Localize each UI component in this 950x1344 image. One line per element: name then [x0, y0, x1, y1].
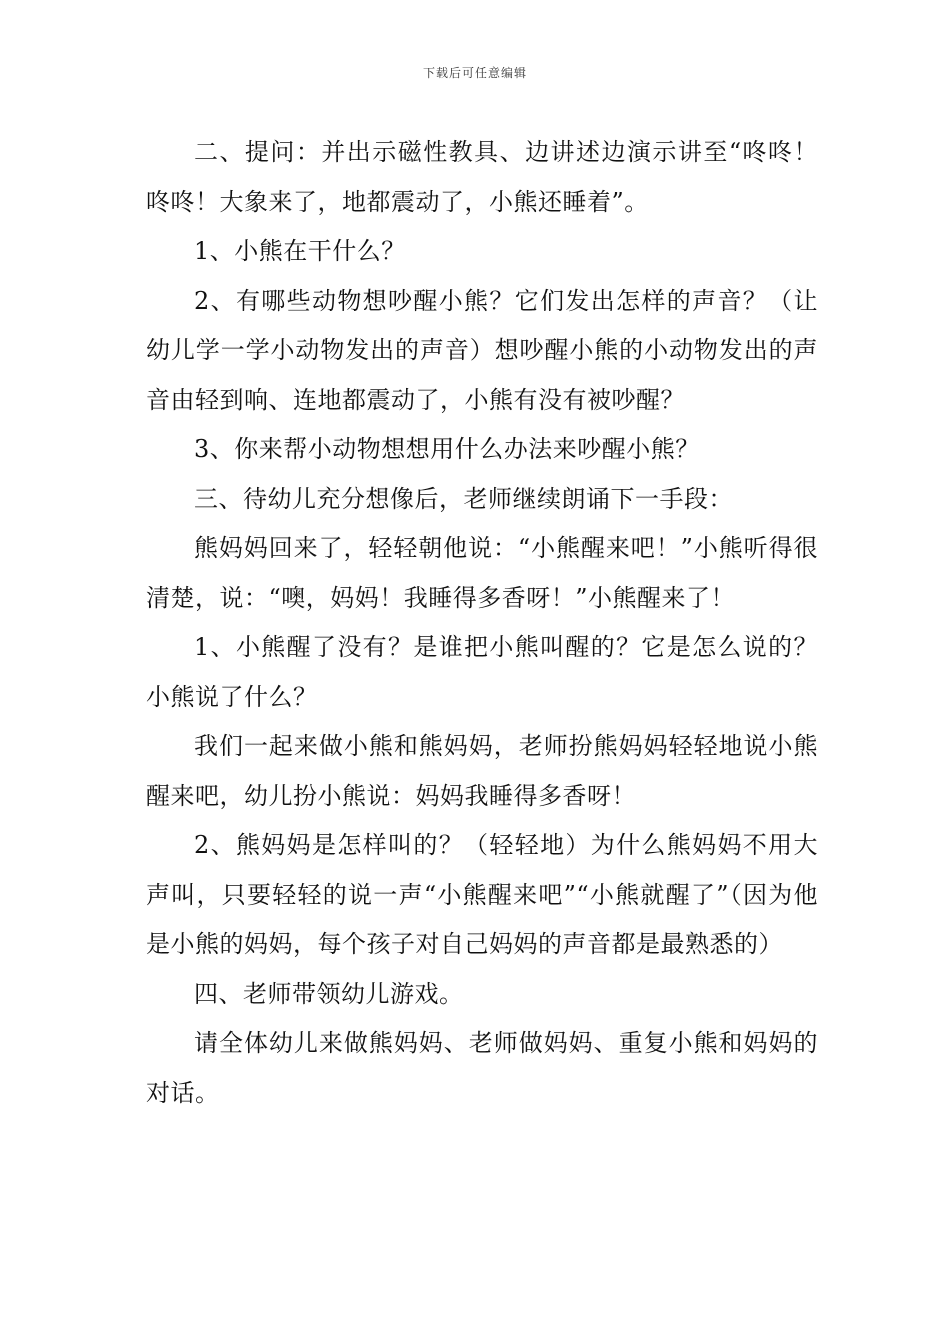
paragraph-section-three: 三、待幼儿充分想像后，老师继续朗诵下一手段： [194, 484, 733, 513]
document-body [146, 128, 818, 1118]
paragraph-question-3: 3、你来帮小动物想想用什么办法来吵醒小熊？ [194, 435, 700, 463]
page-header: 下载后可任意编辑 [422, 66, 527, 80]
paragraph-question-1b: 1、小熊醒了没有？是谁把小熊叫醒的？它是怎么说的？小熊说了什么？ [146, 633, 818, 711]
paragraph-question-2b: 2、熊妈妈是怎样叫的？（轻轻地）为什么熊妈妈不用大声叫，只要轻轻的说一声“小熊醒来吧”“小熊就醒了”（因为他是小熊的妈妈，每个孩子对自己妈妈的声音都是最熟悉的） [146, 831, 818, 958]
paragraph-story: 熊妈妈回来了，轻轻朝他说：“小熊醒来吧！”小熊听得很清楚，说：“噢，妈妈！我睡得多香呀！”小熊醒来了！ [146, 534, 818, 612]
paragraph-section-four: 四、老师带领幼儿游戏。 [194, 979, 464, 1008]
paragraph-question-1: 1、小熊在干什么？ [194, 237, 406, 265]
paragraph-section-two-question: 二、提问：并出示磁性教具、边讲述边演示讲至“咚咚！咚咚！大象来了，地都震动了，小熊还睡着”。 [146, 138, 818, 216]
paragraph-roleplay: 我们一起来做小熊和熊妈妈，老师扮熊妈妈轻轻地说小熊醒来吧，幼儿扮小熊说：妈妈我睡得多香呀！ [146, 732, 818, 810]
paragraph-question-2: 2、有哪些动物想吵醒小熊？它们发出怎样的声音？（让幼儿学一学小动物发出的声音）想吵醒小熊的小动物发出的声音由轻到响、连地都震动了，小熊有没有被吵醒？ [146, 286, 818, 414]
paragraph-game: 请全体幼儿来做熊妈妈、老师做妈妈、重复小熊和妈妈的对话。 [146, 1029, 818, 1107]
